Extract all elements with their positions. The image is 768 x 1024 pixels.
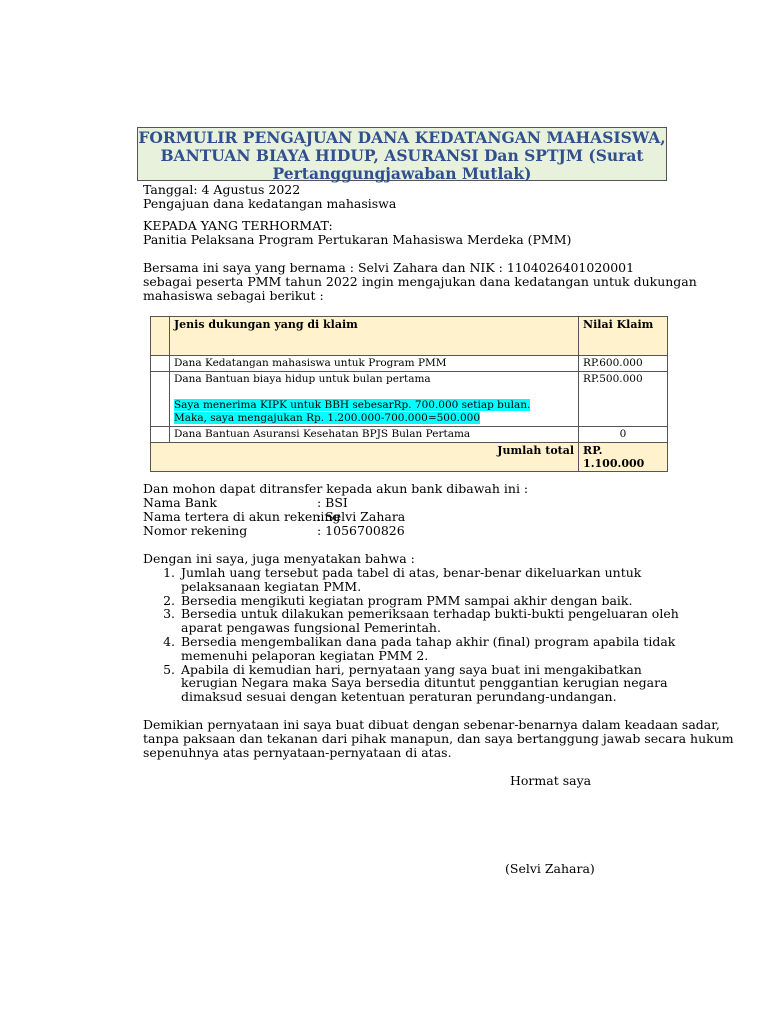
bank-name-label: Nama Bank (143, 495, 217, 510)
account-number-value: : 1056700826 (317, 523, 405, 538)
bank-name-value: : BSI (317, 495, 348, 510)
list-item: 2. Bersedia mengikuti kegiatan program PMM sampai akhir dengan baik. (179, 594, 699, 608)
account-holder-value: : Selvi Zahara (317, 509, 406, 524)
header-value: Nilai Klaim (579, 317, 668, 356)
row-value: RP.500.000 (579, 372, 668, 427)
list-item: 3. Bersedia untuk dilakukan pemeriksaan terhadap bukti-bukti pengeluaran oleh aparat pengawas fungsional Pemerintah. (179, 607, 699, 635)
claim-table (150, 316, 668, 472)
closing-line-3: sepenuhnya atas pernyataan-pernyataan di atas. (143, 745, 452, 760)
row-value: RP.600.000 (579, 356, 668, 372)
bank-intro: Dan mohon dapat ditransfer kepada akun bank dibawah ini : (143, 481, 529, 496)
statement-list (143, 566, 699, 704)
account-number-label: Nomor rekening (143, 523, 248, 538)
row-label-with-note (169, 372, 578, 427)
signature-greeting: Hormat saya (510, 773, 592, 788)
form-title (137, 127, 667, 181)
total-row (151, 443, 668, 472)
signature-name: (Selvi Zahara) (505, 861, 595, 876)
header-blank-cell (151, 317, 170, 356)
row-value: 0 (579, 427, 668, 443)
table-row (151, 356, 668, 372)
table-row (151, 427, 668, 443)
intro-line-3: mahasiswa sebagai berikut : (143, 288, 324, 303)
header-type: Jenis dukungan yang di klaim (169, 317, 578, 356)
title-line-1: FORMULIR PENGAJUAN DANA KEDATANGAN MAHASISWA, (138, 128, 666, 147)
date-line: Tanggal: 4 Agustus 2022 (143, 182, 301, 197)
table-header-row (151, 317, 668, 356)
intro-line-2: sebagai peserta PMM tahun 2022 ingin mengajukan dana kedatangan untuk dukungan (143, 274, 697, 289)
table-row (151, 372, 668, 427)
account-holder-label: Nama tertera di akun rekening (143, 509, 341, 524)
title-line-3: Pertanggungjawaban Mutlak) (272, 164, 532, 183)
list-item: 1. Jumlah uang tersebut pada tabel di atas, benar-benar dikeluarkan untuk pelaksanaan kegiatan PMM. (179, 566, 699, 594)
row-label: Dana Kedatangan mahasiswa untuk Program PMM (169, 356, 578, 372)
recipient-name: Panitia Pelaksana Program Pertukaran Mahasiswa Merdeka (PMM) (143, 232, 572, 247)
statement-intro: Dengan ini saya, juga menyatakan bahwa : (143, 551, 415, 566)
row-label: Dana Bantuan Asuransi Kesehatan BPJS Bulan Pertama (169, 427, 578, 443)
closing-line-2: tanpa paksaan dan tekanan dari pihak manapun, dan saya bertanggung jawab secara hukum (143, 731, 734, 746)
subject-line: Pengajuan dana kedatangan mahasiswa (143, 196, 397, 211)
intro-line-1: Bersama ini saya yang bernama : Selvi Zahara dan NIK : 1104026401020001 (143, 260, 635, 275)
closing-line-1: Demikian pernyataan ini saya buat dibuat dengan sebenar-benarnya dalam keadaan sadar, (143, 717, 720, 732)
list-item: 4. Bersedia mengembalikan dana pada tahap akhir (final) program apabila tidak memenuhi pelaporan kegiatan PMM 2. (179, 635, 699, 663)
highlighted-note-2: Maka, saya mengajukan Rp. 1.200.000-700.000=500.000 (173, 412, 481, 424)
list-item: 5. Apabila di kemudian hari, pernyataan yang saya buat ini mengakibatkan kerugian Negara maka Saya bersedia dituntut penggantian kerugian negara dimaksud sesuai dengan ketentuan peraturan perundang-undangan. (179, 663, 699, 704)
highlighted-note-1: Saya menerima KIPK untuk BBH sebesarRp. 700.000 setiap bulan. (173, 399, 531, 411)
title-line-2: BANTUAN BIAYA HIDUP, ASURANSI Dan SPTJM (Surat (160, 146, 644, 165)
recipient-salutation: KEPADA YANG TERHORMAT: (143, 218, 333, 233)
total-label: Jumlah total (151, 443, 579, 472)
row-label: Dana Bantuan biaya hidup untuk bulan pertama (173, 373, 431, 385)
total-value: RP. 1.100.000 (579, 443, 668, 472)
